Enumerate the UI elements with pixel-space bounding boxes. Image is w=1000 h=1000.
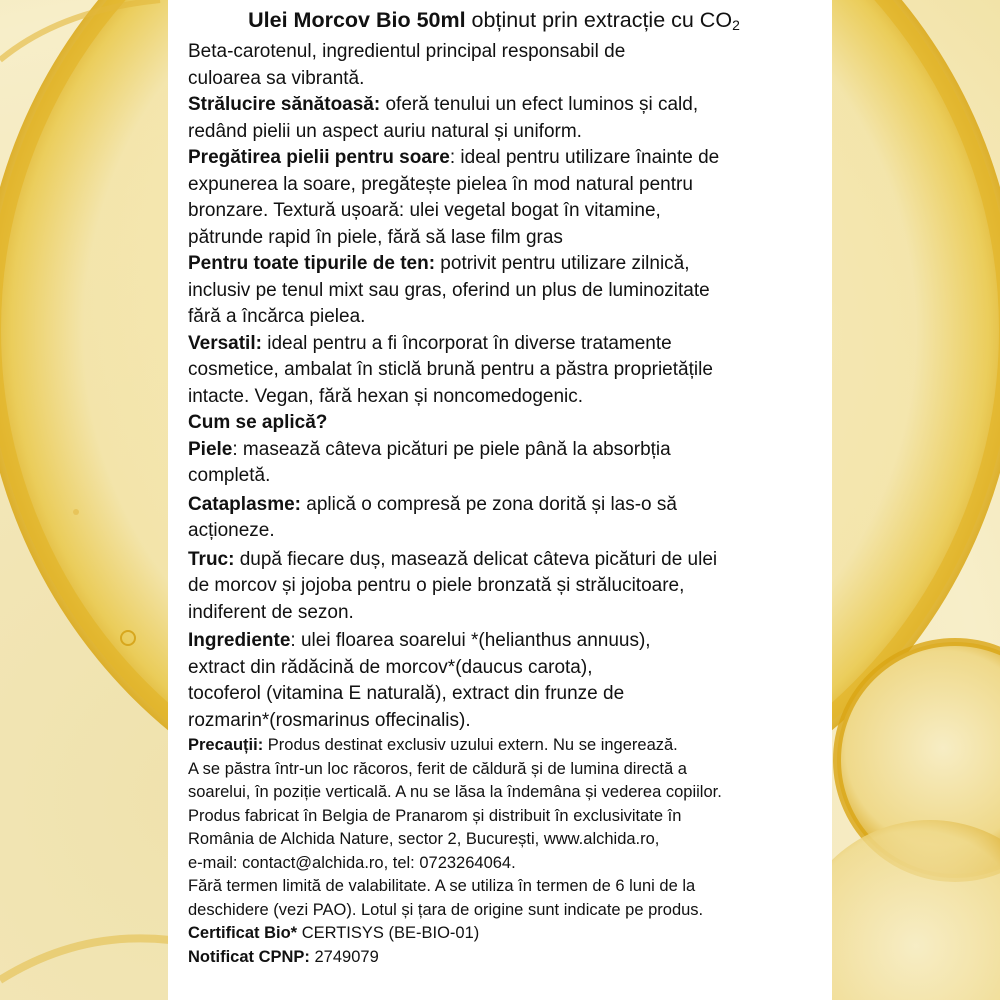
intro-line: Beta-carotenul, ingredientul principal responsabil de [188,41,626,62]
section-line [188,437,832,464]
section-line: extract din rădăcină de morcov*(daucus carota), [188,656,593,678]
section-text: potrivit pentru utilizare zilnică, [435,253,690,274]
precautions-line: A se păstra într-un loc răcoros, ferit de căldură și de lumina directă a [188,759,687,778]
cpnp-label: Notificat CPNP: [188,947,310,966]
section-label: Cataplasme: [188,493,301,515]
certificate-label: Certificat Bio* [188,924,298,942]
section-line [188,92,832,119]
section-line: acționeze. [188,520,275,541]
cpnp-value: 2749079 [309,947,379,966]
section-all-skin-types [188,251,832,331]
section-line: expunerea la soare, pregătește pielea în mod natural pentru [188,173,693,195]
product-title [184,6,804,39]
precautions [188,734,832,969]
precautions-label: Precauții: [188,736,264,754]
precautions-line: Fără termen limită de valabilitate. A se utiliza în termen de 6 luni de la [188,877,696,895]
section-text: : ideal pentru utilizare înainte de [449,147,720,168]
product-name: Ulei Morcov Bio 50ml [248,8,466,32]
certificate-line [188,922,832,946]
section-line [188,331,832,358]
precautions-line [188,734,832,758]
certificate-value: CERTISYS (BE-BIO-01) [297,924,480,942]
precautions-line: România de Alchida Nature, sector 2, București, www.alchida.ro, [188,830,660,848]
section-line: fără a încărca pielea. [188,306,366,327]
section-ingredients [188,628,832,734]
section-line: bronzare. Textură ușoară: ulei vegetal bogat în vitamine, [188,200,661,221]
section-line [188,547,832,574]
title-subscript: 2 [732,17,740,33]
precautions-line: e-mail: contact@alchida.ro, tel: 0723264064. [188,853,516,872]
section-text: : masează câteva picături pe piele până la absorbția [232,438,671,460]
section-text: : ulei floarea soarelui *(helianthus annuus), [290,630,651,651]
section-line [188,251,832,278]
section-line [188,492,832,519]
precautions-text: Produs destinat exclusiv uzului extern. Nu se ingerează. [263,736,678,754]
section-line: cosmetice, ambalat în sticlă brună pentru a păstra proprietățile [188,359,713,380]
section-text: oferă tenului un efect luminos și cald, [380,94,699,115]
section-how-to-apply [188,410,832,437]
section-line: tocoferol (vitamina E naturală), extract din frunze de [188,683,625,704]
precautions-line: soarelui, în poziție verticală. A nu se lăsa la îndemâna și vederea copiilor. [188,783,722,801]
section-label: Versatil: [188,332,262,354]
section-line: pătrunde rapid în piele, fără să lase film gras [188,226,563,248]
section-label: Strălucire sănătoasă: [188,94,381,115]
section-sun-preparation [188,145,832,251]
section-line [188,145,832,172]
section-text: ideal pentru a fi încorporat în diverse tratamente [261,332,672,354]
section-label: Pentru toate tipurile de ten: [188,253,436,274]
section-tip [188,547,832,627]
section-label: Pregătirea pielii pentru soare [188,147,450,168]
cpnp-line [188,946,832,970]
section-label: Piele [188,438,233,460]
section-line: completă. [188,465,271,486]
section-label: Ingrediente [188,630,291,651]
section-line: indiferent de sezon. [188,601,354,623]
section-skin [188,437,832,490]
section-poultices [188,492,832,545]
section-line: inclusiv pe tenul mixt sau gras, oferind un plus de luminozitate [188,279,710,301]
precautions-line: deschidere (vezi PAO). Lotul și țara de origine sunt indicate pe produs. [188,900,704,919]
intro-text [188,39,832,92]
title-extraction-text: obținut prin extracție cu CO [465,8,733,32]
section-line: de morcov și jojoba pentru o piele bronzată și strălucitoare, [188,575,685,596]
section-label: Truc: [188,548,235,570]
section-line: intacte. Vegan, fără hexan și noncomedogenic. [188,385,584,407]
section-line: rozmarin*(rosmarinus offecinalis). [188,709,471,731]
section-text: aplică o compresă pe zona dorită și las-o să [301,493,677,515]
precautions-line: Produs fabricat în Belgia de Pranarom și distribuit în exclusivitate în [188,806,682,825]
section-label: Cum se aplică? [188,412,328,433]
product-description [168,0,832,969]
intro-line: culoarea sa vibrantă. [188,67,365,89]
section-line: redând pielii un aspect auriu natural și uniform. [188,120,582,142]
product-info-panel [168,0,832,1000]
section-healthy-glow [188,92,832,145]
section-line [188,628,832,655]
section-versatile [188,331,832,411]
section-text: după fiecare duș, masează delicat câteva picături de ulei [234,548,718,570]
section-heading [188,410,832,437]
